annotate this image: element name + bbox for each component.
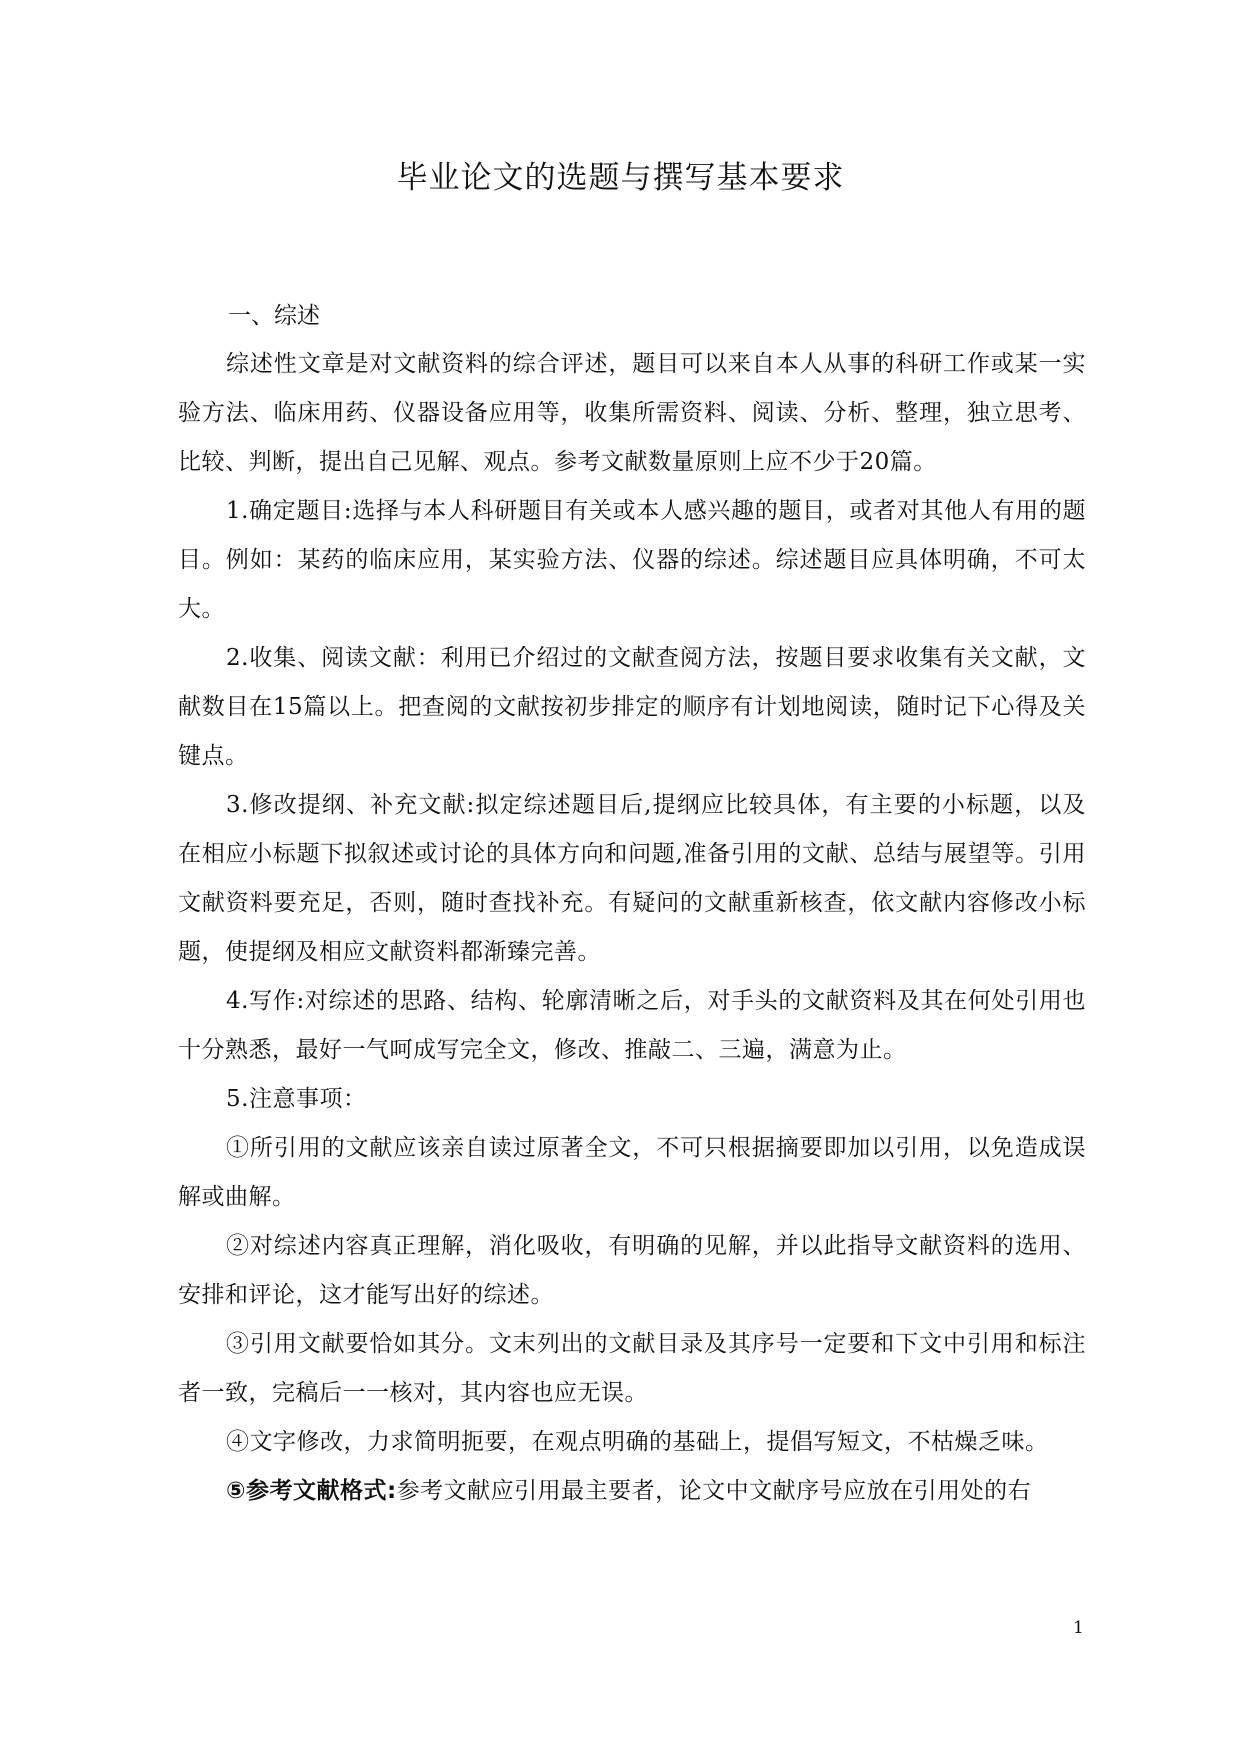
- note-item-2: ②对综述内容真正理解，消化吸收，有明确的见解，并以此指导文献资料的选用、安排和评论，这才能写出好的综述。: [178, 1233, 1086, 1308]
- paragraph-determine-topic: 1.确定题目:选择与本人科研题目有关或本人感兴趣的题目，或者对其他人有用的题目。例如：某药的临床应用，某实验方法、仪器的综述。综述题目应具体明确，不可太大。: [178, 498, 1086, 622]
- note-item-5: [178, 1467, 1086, 1516]
- paragraph-collect-literature: 2.收集、阅读文献：利用已介绍过的文献查阅方法，按题目要求收集有关文献，文献数目在15篇以上。把查阅的文献按初步排定的顺序有计划地阅读，随时记下心得及关键点。: [178, 645, 1086, 769]
- paragraph-writing: 4.写作:对综述的思路、结构、轮廓清晰之后，对手头的文献资料及其在何处引用也十分熟悉，最好一气呵成写完全文，修改、推敲二、三遍，满意为止。: [178, 988, 1086, 1063]
- section-heading: 一、综述: [228, 303, 320, 329]
- note-item-1: ①所引用的文献应该亲自读过原著全文，不可只根据摘要即加以引用，以免造成误解或曲解。: [178, 1135, 1086, 1210]
- paragraph-notes-heading: 5.注意事项：: [226, 1086, 367, 1112]
- document-title: 毕业论文的选题与撰写基本要求: [396, 160, 845, 196]
- paragraph-intro: 综述性文章是对文献资料的综合评述，题目可以来自本人从事的科研工作或某一实验方法、临床用药、仪器设备应用等，收集所需资料、阅读、分析、整理，独立思考、比较、判断，提出自己见解、观点。参考文献数量原则上应不少于20篇。: [178, 351, 1086, 475]
- note-item-4: ④文字修改，力求简明扼要，在观点明确的基础上，提倡写短文，不枯燥乏味。: [226, 1429, 1049, 1455]
- document-body: [178, 292, 1086, 1516]
- note-item-5-lead: ⑤参考文献格式:: [226, 1478, 397, 1504]
- paragraph-revise-outline: 3.修改提纲、补充文献:拟定综述题目后,提纲应比较具体，有主要的小标题，以及在相应小标题下拟叙述或讨论的具体方向和问题,准备引用的文献、总结与展望等。引用文献资料要充足，否则，随时查找补充。有疑问的文献重新核查，依文献内容修改小标题，使提纲及相应文献资料都渐臻完善。: [178, 792, 1086, 965]
- note-item-3: ③引用文献要恰如其分。文末列出的文献目录及其序号一定要和下文中引用和标注者一致，完稿后一一核对，其内容也应无误。: [178, 1331, 1086, 1406]
- note-item-5-text: 参考文献应引用最主要者，论文中文献序号应放在引用处的右: [396, 1478, 1032, 1504]
- page-number: 1: [1073, 1618, 1084, 1638]
